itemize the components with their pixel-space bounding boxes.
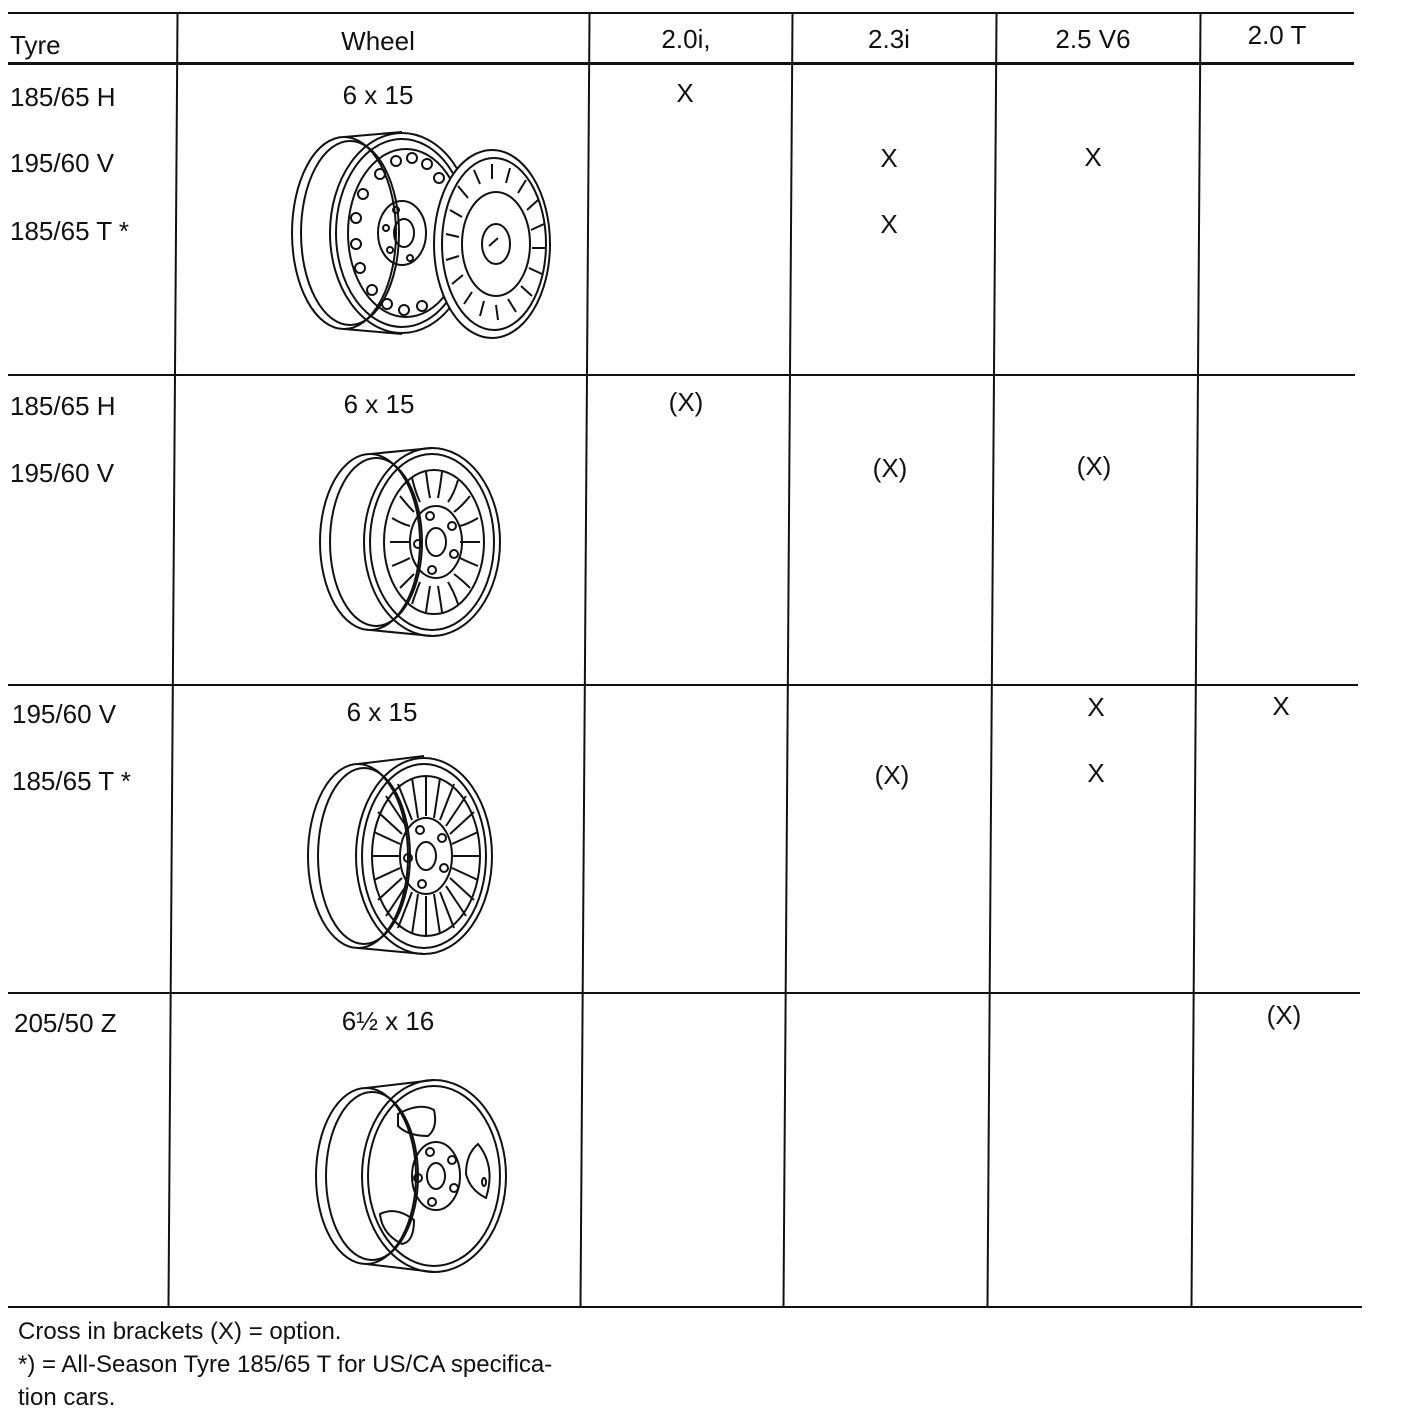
row-1-wheel-size: 6 x 15 (342, 80, 414, 110)
row-2-25v6-mark-2: (X) (1076, 451, 1112, 481)
row-3-tyre-1: 195/60 V (12, 699, 117, 729)
steel-wheel-hubcap-illustration (284, 126, 556, 344)
row-1-25v6-mark-2: X (1084, 142, 1102, 172)
column-divider-23i-25v6 (986, 12, 997, 1308)
spokes (372, 776, 480, 936)
table-bottom-border (8, 1306, 1362, 1308)
column-divider-wheel-20i (579, 12, 590, 1308)
header-engine-20i: 2.0i, (661, 24, 711, 54)
header-engine-25v6: 2.5 V6 (1055, 24, 1131, 54)
row-3-25v6-mark-1: X (1087, 692, 1105, 722)
column-divider-20i-23i (782, 12, 793, 1308)
header-wheel: Wheel (341, 26, 415, 56)
row-4-tyre-1: 205/50 Z (14, 1008, 117, 1038)
table-top-border (8, 12, 1354, 14)
row-1-23i-mark-3: X (880, 209, 898, 239)
row-1-23i-mark-2: X (880, 143, 898, 173)
row-3-tyre-2: 185/65 T * (12, 766, 132, 796)
row-2-20i-mark-1: (X) (668, 387, 704, 417)
row-3-20t-mark-1: X (1272, 691, 1290, 721)
row-1-tyre-3: 185/65 T * (10, 216, 130, 246)
row-3-wheel-size: 6 x 15 (346, 697, 418, 727)
row-2-tyre-1: 185/65 H (10, 391, 116, 421)
row-2-23i-mark-2: (X) (872, 453, 908, 483)
row-1-bottom-border (8, 374, 1355, 376)
alloy-wheel-multispoke-illustration (302, 750, 498, 960)
row-4-wheel-size: 6½ x 16 (341, 1006, 435, 1036)
column-divider-25v6-20t (1190, 12, 1201, 1308)
footnote-all-season-2: tion cars. (18, 1384, 116, 1411)
row-4-20t-mark-1: (X) (1266, 1000, 1302, 1030)
row-3-23i-mark-2: (X) (874, 760, 910, 790)
header-tyre: Tyre (10, 30, 61, 60)
row-1-20i-mark-1: X (676, 78, 694, 108)
alloy-wheel-three-spoke-illustration (310, 1074, 512, 1278)
row-1-tyre-1: 185/65 H (10, 82, 116, 112)
header-engine-23i: 2.3i (868, 24, 910, 54)
row-3-25v6-mark-2: X (1087, 758, 1105, 788)
row-1-tyre-2: 195/60 V (10, 148, 115, 178)
header-bottom-border (8, 62, 1354, 65)
row-2-tyre-2: 195/60 V (10, 458, 115, 488)
column-divider-tyre-wheel (167, 12, 178, 1308)
footnote-option: Cross in brackets (X) = option. (18, 1318, 342, 1345)
row-2-bottom-border (8, 684, 1358, 686)
hubcap (434, 150, 550, 338)
header-engine-20t: 2.0 T (1247, 20, 1307, 50)
footnotes (18, 1315, 552, 1414)
alloy-wheel-slotted-illustration (312, 442, 508, 642)
footnote-all-season-1: *) = All-Season Tyre 185/65 T for US/CA specifica- (18, 1351, 553, 1378)
row-3-bottom-border (8, 992, 1360, 994)
row-2-wheel-size: 6 x 15 (343, 389, 415, 419)
